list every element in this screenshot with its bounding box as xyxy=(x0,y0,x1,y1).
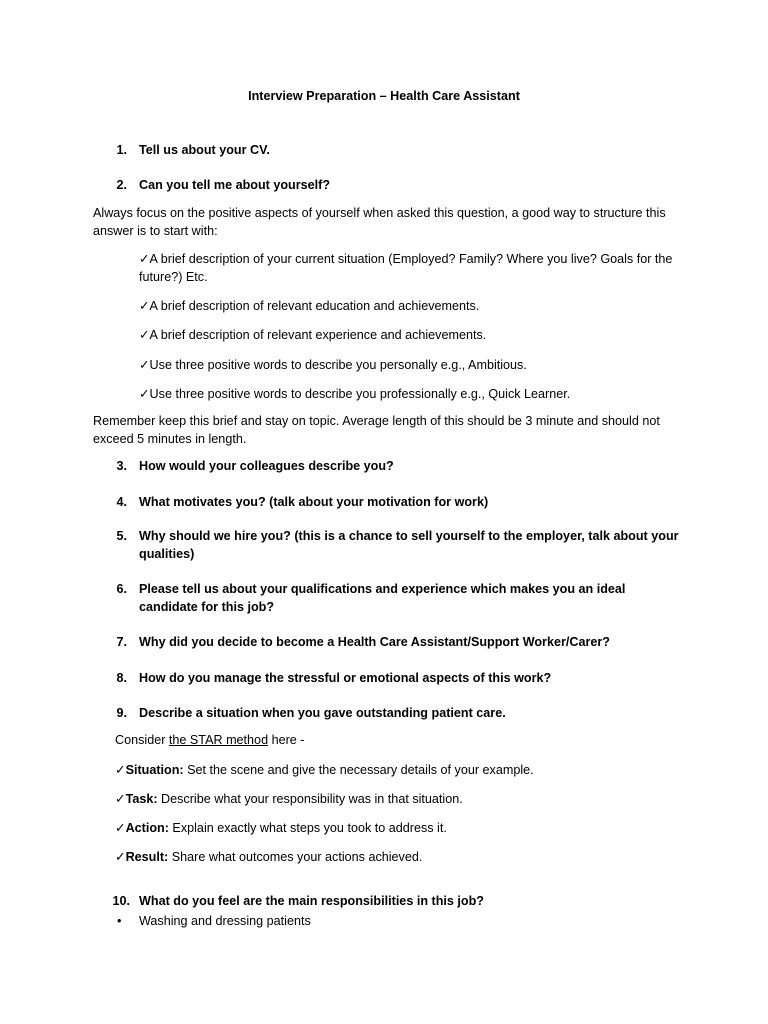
question-text: What do you feel are the main responsibilities in this job? xyxy=(139,894,484,908)
star-item-action xyxy=(115,819,685,837)
intro-paragraph: Always focus on the positive aspects of yourself when asked this question, a good way to structure this answer is to start with: xyxy=(93,206,666,238)
question-text: How would your colleagues describe you? xyxy=(139,459,394,473)
star-text: Describe what your responsibility was in that situation. xyxy=(157,792,463,806)
check-item: ✓Use three positive words to describe you personally e.g., Ambitious. xyxy=(139,358,527,372)
question-number: 5. xyxy=(116,529,127,543)
document-title: Interview Preparation – Health Care Assistant xyxy=(248,89,520,103)
checkmark-icon: ✓ xyxy=(115,792,126,806)
star-text: Share what outcomes your actions achieved. xyxy=(168,850,423,864)
checkmark-icon: ✓ xyxy=(115,763,126,777)
question-number: 3. xyxy=(116,459,127,473)
star-label: Action: xyxy=(125,821,169,835)
question-text: What motivates you? (talk about your motivation for work) xyxy=(139,495,489,509)
star-label: Situation: xyxy=(125,763,184,777)
question-number: 10. xyxy=(112,894,130,908)
question-number: 2. xyxy=(116,178,127,192)
star-item-task xyxy=(115,790,685,808)
star-item-result xyxy=(115,848,685,866)
question-text: Can you tell me about yourself? xyxy=(139,178,331,192)
reminder-paragraph: Remember keep this brief and stay on topic. Average length of this should be 3 minute and should not exceed 5 minutes in length. xyxy=(93,414,660,446)
question-number: 8. xyxy=(116,671,127,685)
bullet-icon: • xyxy=(117,914,122,928)
check-item: ✓Use three positive words to describe you professionally e.g., Quick Learner. xyxy=(139,387,571,401)
star-text: Set the scene and give the necessary details of your example. xyxy=(183,763,534,777)
question-text: How do you manage the stressful or emotional aspects of this work? xyxy=(139,671,552,685)
question-text: Please tell us about your qualifications and experience which makes you an ideal candidate for this job? xyxy=(139,582,626,614)
question-number: 1. xyxy=(116,143,127,157)
check-item: ✓A brief description of relevant experience and achievements. xyxy=(139,328,487,342)
question-number: 4. xyxy=(116,495,127,509)
star-label: Task: xyxy=(125,792,158,806)
question-number: 6. xyxy=(116,582,127,596)
star-method-link[interactable]: the STAR method xyxy=(168,733,269,747)
star-consider-line xyxy=(115,731,685,749)
question-number: 9. xyxy=(116,706,127,720)
consider-suffix: here - xyxy=(268,733,305,747)
consider-prefix: Consider xyxy=(115,733,169,747)
star-item-situation xyxy=(115,761,685,779)
question-text: Tell us about your CV. xyxy=(139,143,270,157)
question-text: Why should we hire you? (this is a chance to sell yourself to the employer, talk about your qualities) xyxy=(139,529,679,561)
checkmark-icon: ✓ xyxy=(115,821,126,835)
check-item: ✓A brief description of your current situation (Employed? Family? Where you live? Goals for the future?) Etc. xyxy=(139,252,673,284)
bullet-item: Washing and dressing patients xyxy=(139,914,311,928)
question-text: Why did you decide to become a Health Care Assistant/Support Worker/Carer? xyxy=(139,635,610,649)
checkmark-icon: ✓ xyxy=(115,850,126,864)
star-text: Explain exactly what steps you took to address it. xyxy=(168,821,447,835)
check-item: ✓A brief description of relevant education and achievements. xyxy=(139,299,480,313)
question-number: 7. xyxy=(116,635,127,649)
question-text: Describe a situation when you gave outstanding patient care. xyxy=(139,706,506,720)
star-label: Result: xyxy=(125,850,169,864)
